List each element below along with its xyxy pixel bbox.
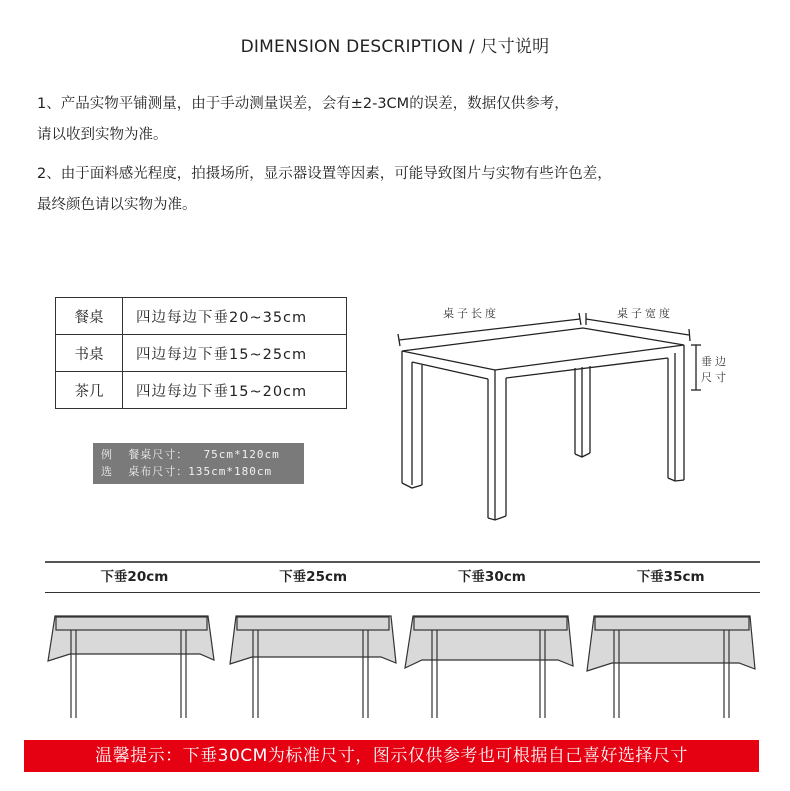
drop-option-30: 下垂30cm bbox=[457, 569, 526, 585]
note-measurement bbox=[37, 89, 569, 151]
table-diagram bbox=[385, 285, 735, 539]
note-line: 1、产品实物平铺测量，由于手动测量误差，会有±2-3CM的误差，数据仅供参考， bbox=[37, 96, 569, 112]
drop-illustrations bbox=[40, 600, 780, 729]
drop-option-25: 下垂25cm bbox=[279, 569, 348, 585]
example-table-size: 例 餐桌尺寸： 75cm*120cm bbox=[101, 448, 280, 461]
example-cloth-size: 选 桌布尺寸：135cm*180cm bbox=[101, 465, 273, 478]
drop-option-20: 下垂20cm bbox=[100, 569, 169, 585]
table-type: 书桌 bbox=[56, 335, 123, 372]
table-range: 四边每边下垂15~20cm bbox=[123, 372, 347, 409]
drop-options-header bbox=[45, 561, 760, 593]
drop-label-1: 垂边 bbox=[701, 355, 729, 368]
table-row bbox=[56, 372, 347, 409]
drop-label-2: 尺寸 bbox=[701, 371, 729, 384]
table-row bbox=[56, 298, 347, 335]
width-label: 桌子宽度 bbox=[617, 307, 673, 320]
note-color bbox=[37, 159, 612, 221]
length-label: 桌子长度 bbox=[443, 307, 499, 320]
table-range: 四边每边下垂20~35cm bbox=[123, 298, 347, 335]
size-table bbox=[55, 297, 347, 409]
note-line: 请以收到实物为准。 bbox=[37, 127, 168, 143]
note-line: 最终颜色请以实物为准。 bbox=[37, 197, 197, 213]
example-box bbox=[93, 443, 304, 484]
tablecloth-drop-icons bbox=[40, 600, 780, 725]
page-title: DIMENSION DESCRIPTION / 尺寸说明 bbox=[240, 37, 550, 57]
note-line: 2、由于面料感光程度，拍摄场所，显示器设置等因素，可能导致图片与实物有些许色差， bbox=[37, 166, 612, 182]
drop-option-35: 下垂35cm bbox=[636, 569, 705, 585]
table-row bbox=[56, 335, 347, 372]
tip-banner: 温馨提示：下垂30CM为标准尺寸，图示仅供参考也可根据自己喜好选择尺寸 bbox=[24, 740, 759, 772]
table-range: 四边每边下垂15~25cm bbox=[123, 335, 347, 372]
table-type: 茶几 bbox=[56, 372, 123, 409]
table-type: 餐桌 bbox=[56, 298, 123, 335]
table-drawing-icon bbox=[385, 285, 735, 535]
